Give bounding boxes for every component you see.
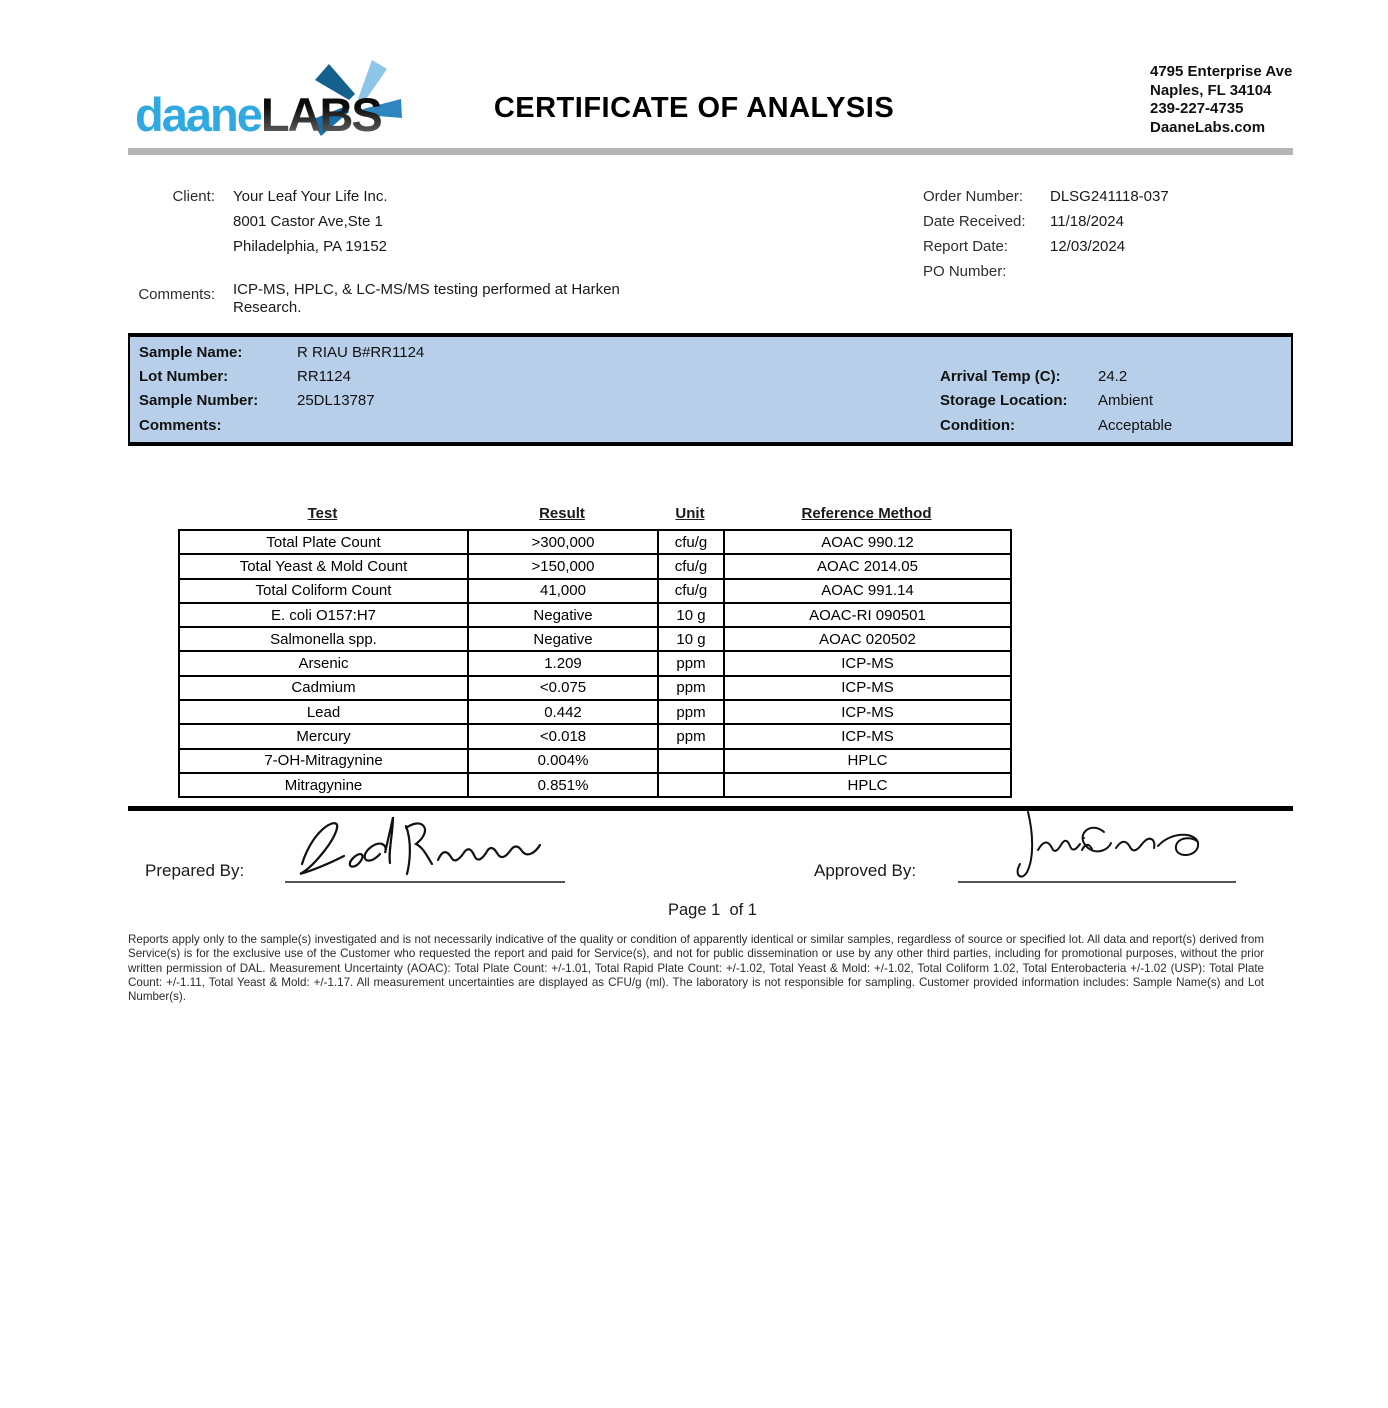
table-cell: 0.004% [468, 749, 658, 773]
document-title: CERTIFICATE OF ANALYSIS [493, 92, 895, 124]
table-cell: Total Plate Count [179, 530, 468, 554]
table-row [179, 603, 1011, 627]
table-cell: ICP-MS [724, 676, 1011, 700]
table-cell: 0.851% [468, 773, 658, 797]
lot-number-value: RR1124 [297, 368, 351, 385]
table-cell [658, 773, 724, 797]
comments-label: Comments: [138, 286, 215, 303]
lab-address-block [1150, 63, 1292, 137]
table-cell: ICP-MS [724, 724, 1011, 748]
comments-value: ICP-MS, HPLC, & LC-MS/MS testing performed at Harken Research. [233, 281, 620, 316]
table-cell: 10 g [658, 627, 724, 651]
table-cell: Cadmium [179, 676, 468, 700]
table-cell: cfu/g [658, 530, 724, 554]
table-row [179, 676, 1011, 700]
table-cell: Negative [468, 603, 658, 627]
po-number-label: PO Number: [923, 263, 1007, 280]
sample-name-label: Sample Name: [139, 344, 243, 361]
sample-number-value: 25DL13787 [297, 392, 375, 409]
report-date-value: 12/03/2024 [1050, 238, 1126, 255]
table-cell [658, 749, 724, 773]
lab-website: DaaneLabs.com [1150, 118, 1266, 136]
table-cell: ppm [658, 724, 724, 748]
column-header-result: Result [539, 505, 585, 522]
order-number-value: DLSG241118-037 [1050, 188, 1169, 205]
table-cell: AOAC-RI 090501 [724, 603, 1011, 627]
table-cell: 7-OH-Mitragynine [179, 749, 468, 773]
approved-by-signature-line [958, 881, 1236, 883]
table-cell: 41,000 [468, 579, 658, 603]
sample-name-value: R RIAU B#RR1124 [297, 344, 425, 361]
storage-location-value: Ambient [1098, 392, 1154, 409]
sample-comments-label: Comments: [139, 417, 222, 434]
storage-location-label: Storage Location: [940, 392, 1068, 409]
column-header-test: Test [307, 505, 338, 522]
table-cell: <0.018 [468, 724, 658, 748]
table-cell: AOAC 2014.05 [724, 554, 1011, 578]
table-cell: cfu/g [658, 579, 724, 603]
table-cell: ppm [658, 651, 724, 675]
table-cell: HPLC [724, 749, 1011, 773]
table-cell: ppm [658, 676, 724, 700]
table-row [179, 773, 1011, 797]
column-header-unit: Unit [675, 505, 705, 522]
prepared-by-label: Prepared By: [145, 861, 245, 880]
approved-by-label: Approved By: [814, 861, 917, 880]
lab-phone: 239-227-4735 [1150, 100, 1244, 117]
table-row [179, 579, 1011, 603]
table-cell: E. coli O157:H7 [179, 603, 468, 627]
report-date-label: Report Date: [923, 238, 1009, 255]
order-number-label: Order Number: [923, 188, 1024, 205]
client-label: Client: [172, 188, 215, 205]
table-cell: ppm [658, 700, 724, 724]
table-cell: Mitragynine [179, 773, 468, 797]
lot-number-label: Lot Number: [139, 368, 229, 385]
table-cell: Salmonella spp. [179, 627, 468, 651]
results-table [178, 529, 1012, 798]
approved-by-signature [1000, 806, 1220, 882]
condition-value: Acceptable [1098, 417, 1173, 434]
table-cell: <0.075 [468, 676, 658, 700]
table-cell: ICP-MS [724, 700, 1011, 724]
table-cell: ICP-MS [724, 651, 1011, 675]
date-received-value: 11/18/2024 [1050, 213, 1124, 230]
arrival-temp-value: 24.2 [1098, 368, 1128, 385]
lab-address-line: 4795 Enterprise Ave [1150, 63, 1293, 80]
table-row [179, 530, 1011, 554]
client-address-line2: Philadelphia, PA 19152 [233, 238, 388, 255]
table-row [179, 627, 1011, 651]
table-cell: Negative [468, 627, 658, 651]
footer-disclaimer: Reports apply only to the sample(s) investigated and is not necessarily indicative of the quality or condition of apparently identical or similar samples, regardless of source or specified lot. All data and report(s) derived from Service(s) is for the exclusive use of the Customer who requested the report and paid for Service(s), and not for public dissemination or use by any other third parties, including for promotional purposes, without the prior written permission of DAL. Measurement Uncertainty (AOAC): Total Plate Count: +/-1.01, Total Rapid Plate Count: +/-1.02, Total Yeast & Mold: +/-1.02, Total Coliform 1.02, Total Enterobacteria +/-1.02 (USP): Total Plate Count: +/-1.11, Total Yeast & Mold: +/-1.17. All measurement uncertainties are displayed as CFU/g (ml). The laboratory is not responsible for sampling. Customer provided information includes: Sample Name(s) and Lot Number(s). [128, 933, 1264, 1004]
condition-label: Condition: [940, 417, 1015, 434]
table-cell: cfu/g [658, 554, 724, 578]
results-table-header [178, 505, 1010, 522]
table-cell: >150,000 [468, 554, 658, 578]
sample-number-label: Sample Number: [139, 392, 259, 409]
client-name: Your Leaf Your Life Inc. [233, 188, 388, 205]
results-table-section [178, 505, 1010, 798]
table-cell: AOAC 990.12 [724, 530, 1011, 554]
table-cell: HPLC [724, 773, 1011, 797]
table-row [179, 749, 1011, 773]
table-row [179, 554, 1011, 578]
client-address-line1: 8001 Castor Ave,Ste 1 [233, 213, 383, 230]
logo-text-labs: LABS [260, 88, 381, 141]
table-row [179, 700, 1011, 724]
page-number: Page 1 of 1 [668, 901, 757, 919]
logo-text-daane: daane [135, 88, 261, 141]
prepared-by-signature-line [285, 881, 565, 883]
table-cell: Total Coliform Count [179, 579, 468, 603]
lab-address-line: Naples, FL 34104 [1150, 81, 1272, 99]
table-row [179, 724, 1011, 748]
column-header-reference-method: Reference Method [801, 505, 932, 522]
table-cell: Total Yeast & Mold Count [179, 554, 468, 578]
table-row [179, 651, 1011, 675]
table-cell: AOAC 991.14 [724, 579, 1011, 603]
table-cell: AOAC 020502 [724, 627, 1011, 651]
table-cell: 10 g [658, 603, 724, 627]
arrival-temp-label: Arrival Temp (C): [940, 368, 1061, 385]
table-cell: Lead [179, 700, 468, 724]
prepared-by-signature [288, 812, 558, 880]
header-divider [128, 148, 1293, 155]
table-cell: 1.209 [468, 651, 658, 675]
table-cell: 0.442 [468, 700, 658, 724]
table-cell: >300,000 [468, 530, 658, 554]
sample-info-band [128, 333, 1293, 446]
table-cell: Arsenic [179, 651, 468, 675]
date-received-label: Date Received: [923, 213, 1026, 230]
table-cell: Mercury [179, 724, 468, 748]
